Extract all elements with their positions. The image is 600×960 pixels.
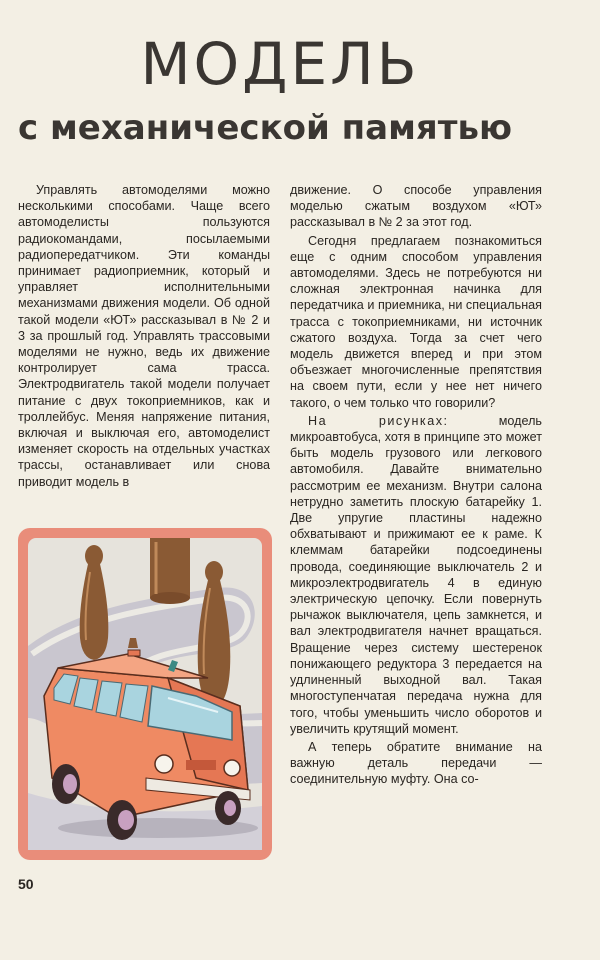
wheel bbox=[107, 800, 137, 840]
illustration bbox=[18, 528, 272, 860]
paragraph-text: модель микроавтобуса, хотя в принципе это может быть модель грузового или легкового автомобиля. Давайте внимательно рассмотрим ее механизм. Внутри салона нетрудно заметить плоскую батарейку 1. Две упругие пластины надежно обхватывают и прижимают ее к раме. К клеммам батарейки подсоединены провода, соединяющие выключатель 2 и микроэлектродвигатель 4 в единую электрическую цепочку. Если повернуть рычажок выключателя, цепь замкнется, и вал электродвигателя начнет вращаться. Вращение через систему шестеренок понижающего редуктора 3 передается на удлиненный выходной вал. Такая многоступенчатая передача нужна для того, чтобы уменьшить число оборотов и увеличить крутящий момент. bbox=[290, 413, 542, 736]
right-column bbox=[290, 182, 542, 788]
body-paragraph: Управлять автомоделями можно несколькими способами. Чаще всего автомоделисты пользуются радиокомандами, посылаемыми радиопередатчиком. Эти команды принимает радиоприемник, который и управляет исполнительными механизмами движения модели. Об одной такой модели «ЮТ» рассказывал в № 2 и 3 за прошлый год. Управлять трассовыми моделями не нужно, ведь их движение контролирует сама трасса. Электродвигатель такой модели получает питание с двух токоприемников, как и троллейбус. Меняя напряжение питания, включая и выключая его, автомоделист изменяет скорость на отдельных участках трассы, останавливает или снова приводит модель в bbox=[18, 183, 270, 489]
body-paragraph bbox=[290, 413, 542, 737]
wheel bbox=[215, 791, 241, 825]
lead-in-text: На рисунках: bbox=[308, 413, 449, 428]
body-paragraph: А теперь обратите внимание на важную деталь передачи — соединительную муфту. Она со- bbox=[290, 739, 542, 787]
wheel bbox=[52, 764, 80, 804]
skittle-pin-center bbox=[150, 538, 190, 604]
microbus-illustration bbox=[18, 528, 272, 860]
body-paragraph-continuation: движение. О способе управления моделью сжатым воздухом «ЮТ» рассказывал в № 2 за этот год. bbox=[290, 183, 542, 230]
page-number: 50 bbox=[18, 876, 34, 892]
left-column bbox=[18, 182, 270, 490]
article-subtitle: с механической памятью bbox=[18, 108, 512, 148]
body-paragraph: Сегодня предлагаем познакомиться еще с одним способом управления автомоделями. Здесь не потребуются ни сложная электронная начинка для передатчика и приемника, ни специальная трасса с токоприемниками, ни источник сжатого воздуха. Тогда за счет чего модель движется вперед и при этом объезжает многочисленные препятствия на своем пути, если у нее нет ничего такого, о чем только что говорили? bbox=[290, 233, 542, 410]
article-title: МОДЕЛЬ bbox=[140, 30, 420, 98]
